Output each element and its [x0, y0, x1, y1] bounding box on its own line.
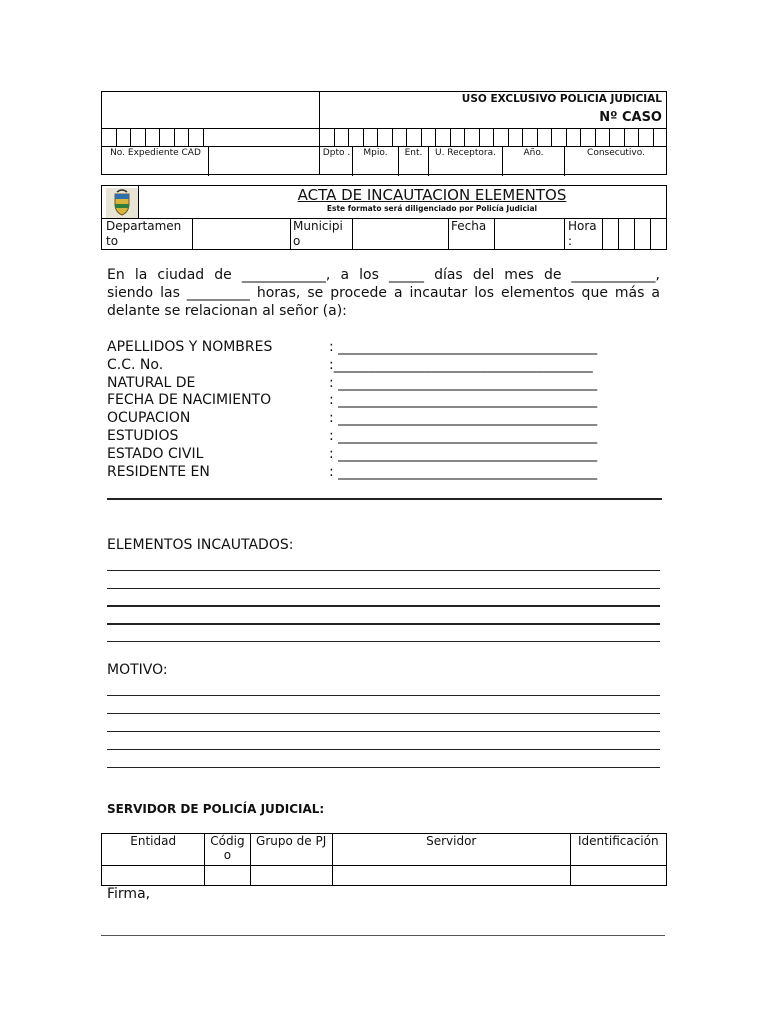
- residente-label: RESIDENTE EN: [107, 464, 210, 480]
- form-title-box: [101, 185, 667, 250]
- column-header-entidad: Entidad: [102, 834, 205, 866]
- ocupacion-field[interactable]: : _____________________________________: [329, 410, 598, 426]
- consecutivo-label: Consecutivo.: [587, 148, 645, 158]
- intro-line-2: siendo las _________ horas, se procede a incautar los elementos que más a: [107, 285, 660, 301]
- case-header-box: [101, 91, 667, 175]
- motivo-line[interactable]: [107, 731, 660, 732]
- section-divider: [107, 498, 662, 500]
- natural-label: NATURAL DE: [107, 375, 196, 391]
- expediente-digit-boxes[interactable]: [102, 128, 204, 146]
- residente-field[interactable]: : _____________________________________: [329, 464, 598, 480]
- form-title: ACTA DE INCAUTACION ELEMENTOS: [297, 186, 567, 204]
- fecha-label: Fecha: [451, 219, 487, 233]
- table-header-row: [102, 834, 667, 866]
- cc-label: C.C. No.: [107, 357, 164, 373]
- estado-civil-label: ESTADO CIVIL: [107, 446, 204, 462]
- elementos-line[interactable]: [107, 570, 660, 571]
- ent-label: Ent.: [404, 148, 423, 158]
- firma-label: Firma,: [107, 886, 151, 902]
- ocupacion-label: OCUPACION: [107, 410, 191, 426]
- intro-line-3: delante se relacionan al señor (a):: [107, 303, 347, 319]
- table-row: [102, 866, 667, 886]
- servidor-table: [101, 833, 667, 886]
- elementos-line[interactable]: [107, 623, 660, 625]
- entidad-cell[interactable]: [102, 866, 205, 886]
- departamento-label: Departamen to: [106, 219, 182, 248]
- expediente-box: [102, 92, 320, 174]
- departamento-field[interactable]: [193, 219, 289, 248]
- elementos-line[interactable]: [107, 605, 660, 607]
- column-header-servidor: Servidor: [332, 834, 570, 866]
- column-header-identificacion: Identificación: [570, 834, 666, 866]
- restricted-label: USO EXCLUSIVO POLICIA JUDICIAL: [461, 93, 662, 105]
- case-digit-boxes[interactable]: [320, 128, 654, 146]
- apellidos-field[interactable]: : _____________________________________: [329, 339, 598, 355]
- motivo-heading: MOTIVO:: [107, 662, 168, 678]
- estudios-label: ESTUDIOS: [107, 428, 179, 444]
- intro-line-1: En la ciudad de ____________, a los _____ días del mes de ____________,: [107, 267, 660, 283]
- natural-field[interactable]: : _____________________________________: [329, 375, 598, 391]
- mpio-label: Mpio.: [363, 148, 388, 158]
- case-number-label: Nº CASO: [599, 110, 662, 125]
- expediente-label: No. Expediente CAD: [110, 148, 201, 158]
- apellidos-label: APELLIDOS Y NOMBRES: [107, 339, 273, 355]
- estudios-field[interactable]: : _____________________________________: [329, 428, 598, 444]
- column-header-grupo: Grupo de PJ: [250, 834, 332, 866]
- form-subtitle: Este formato será diligenciado por Policía Judicial: [326, 204, 538, 213]
- hora-field[interactable]: [603, 219, 665, 248]
- identificacion-cell[interactable]: [570, 866, 666, 886]
- servidor-heading: SERVIDOR DE POLICÍA JUDICIAL:: [107, 802, 325, 816]
- motivo-line[interactable]: [107, 749, 660, 750]
- nacimiento-field[interactable]: : _____________________________________: [329, 392, 598, 408]
- signature-line[interactable]: [101, 935, 665, 936]
- year-label: Año.: [523, 148, 544, 158]
- municipio-label: Municipi o: [293, 219, 343, 248]
- motivo-line[interactable]: [107, 767, 660, 768]
- cc-field[interactable]: :_____________________________________: [329, 357, 593, 373]
- motivo-line[interactable]: [107, 713, 660, 714]
- elementos-line[interactable]: [107, 588, 660, 589]
- hora-label: Hora :: [568, 219, 597, 248]
- elementos-line[interactable]: [107, 641, 660, 642]
- coat-of-arms-icon: [106, 188, 138, 218]
- grupo-cell[interactable]: [250, 866, 332, 886]
- servidor-cell[interactable]: [332, 866, 570, 886]
- municipio-field[interactable]: [353, 219, 447, 248]
- elementos-heading: ELEMENTOS INCAUTADOS:: [107, 537, 294, 553]
- column-header-codigo: Códig o: [205, 834, 250, 866]
- receptora-label: U. Receptora.: [434, 148, 496, 158]
- estado-civil-field[interactable]: : _____________________________________: [329, 446, 598, 462]
- dpto-label: Dpto .: [322, 148, 351, 158]
- motivo-line[interactable]: [107, 695, 660, 696]
- nacimiento-label: FECHA DE NACIMIENTO: [107, 392, 272, 408]
- codigo-cell[interactable]: [205, 866, 250, 886]
- fecha-field[interactable]: [495, 219, 563, 248]
